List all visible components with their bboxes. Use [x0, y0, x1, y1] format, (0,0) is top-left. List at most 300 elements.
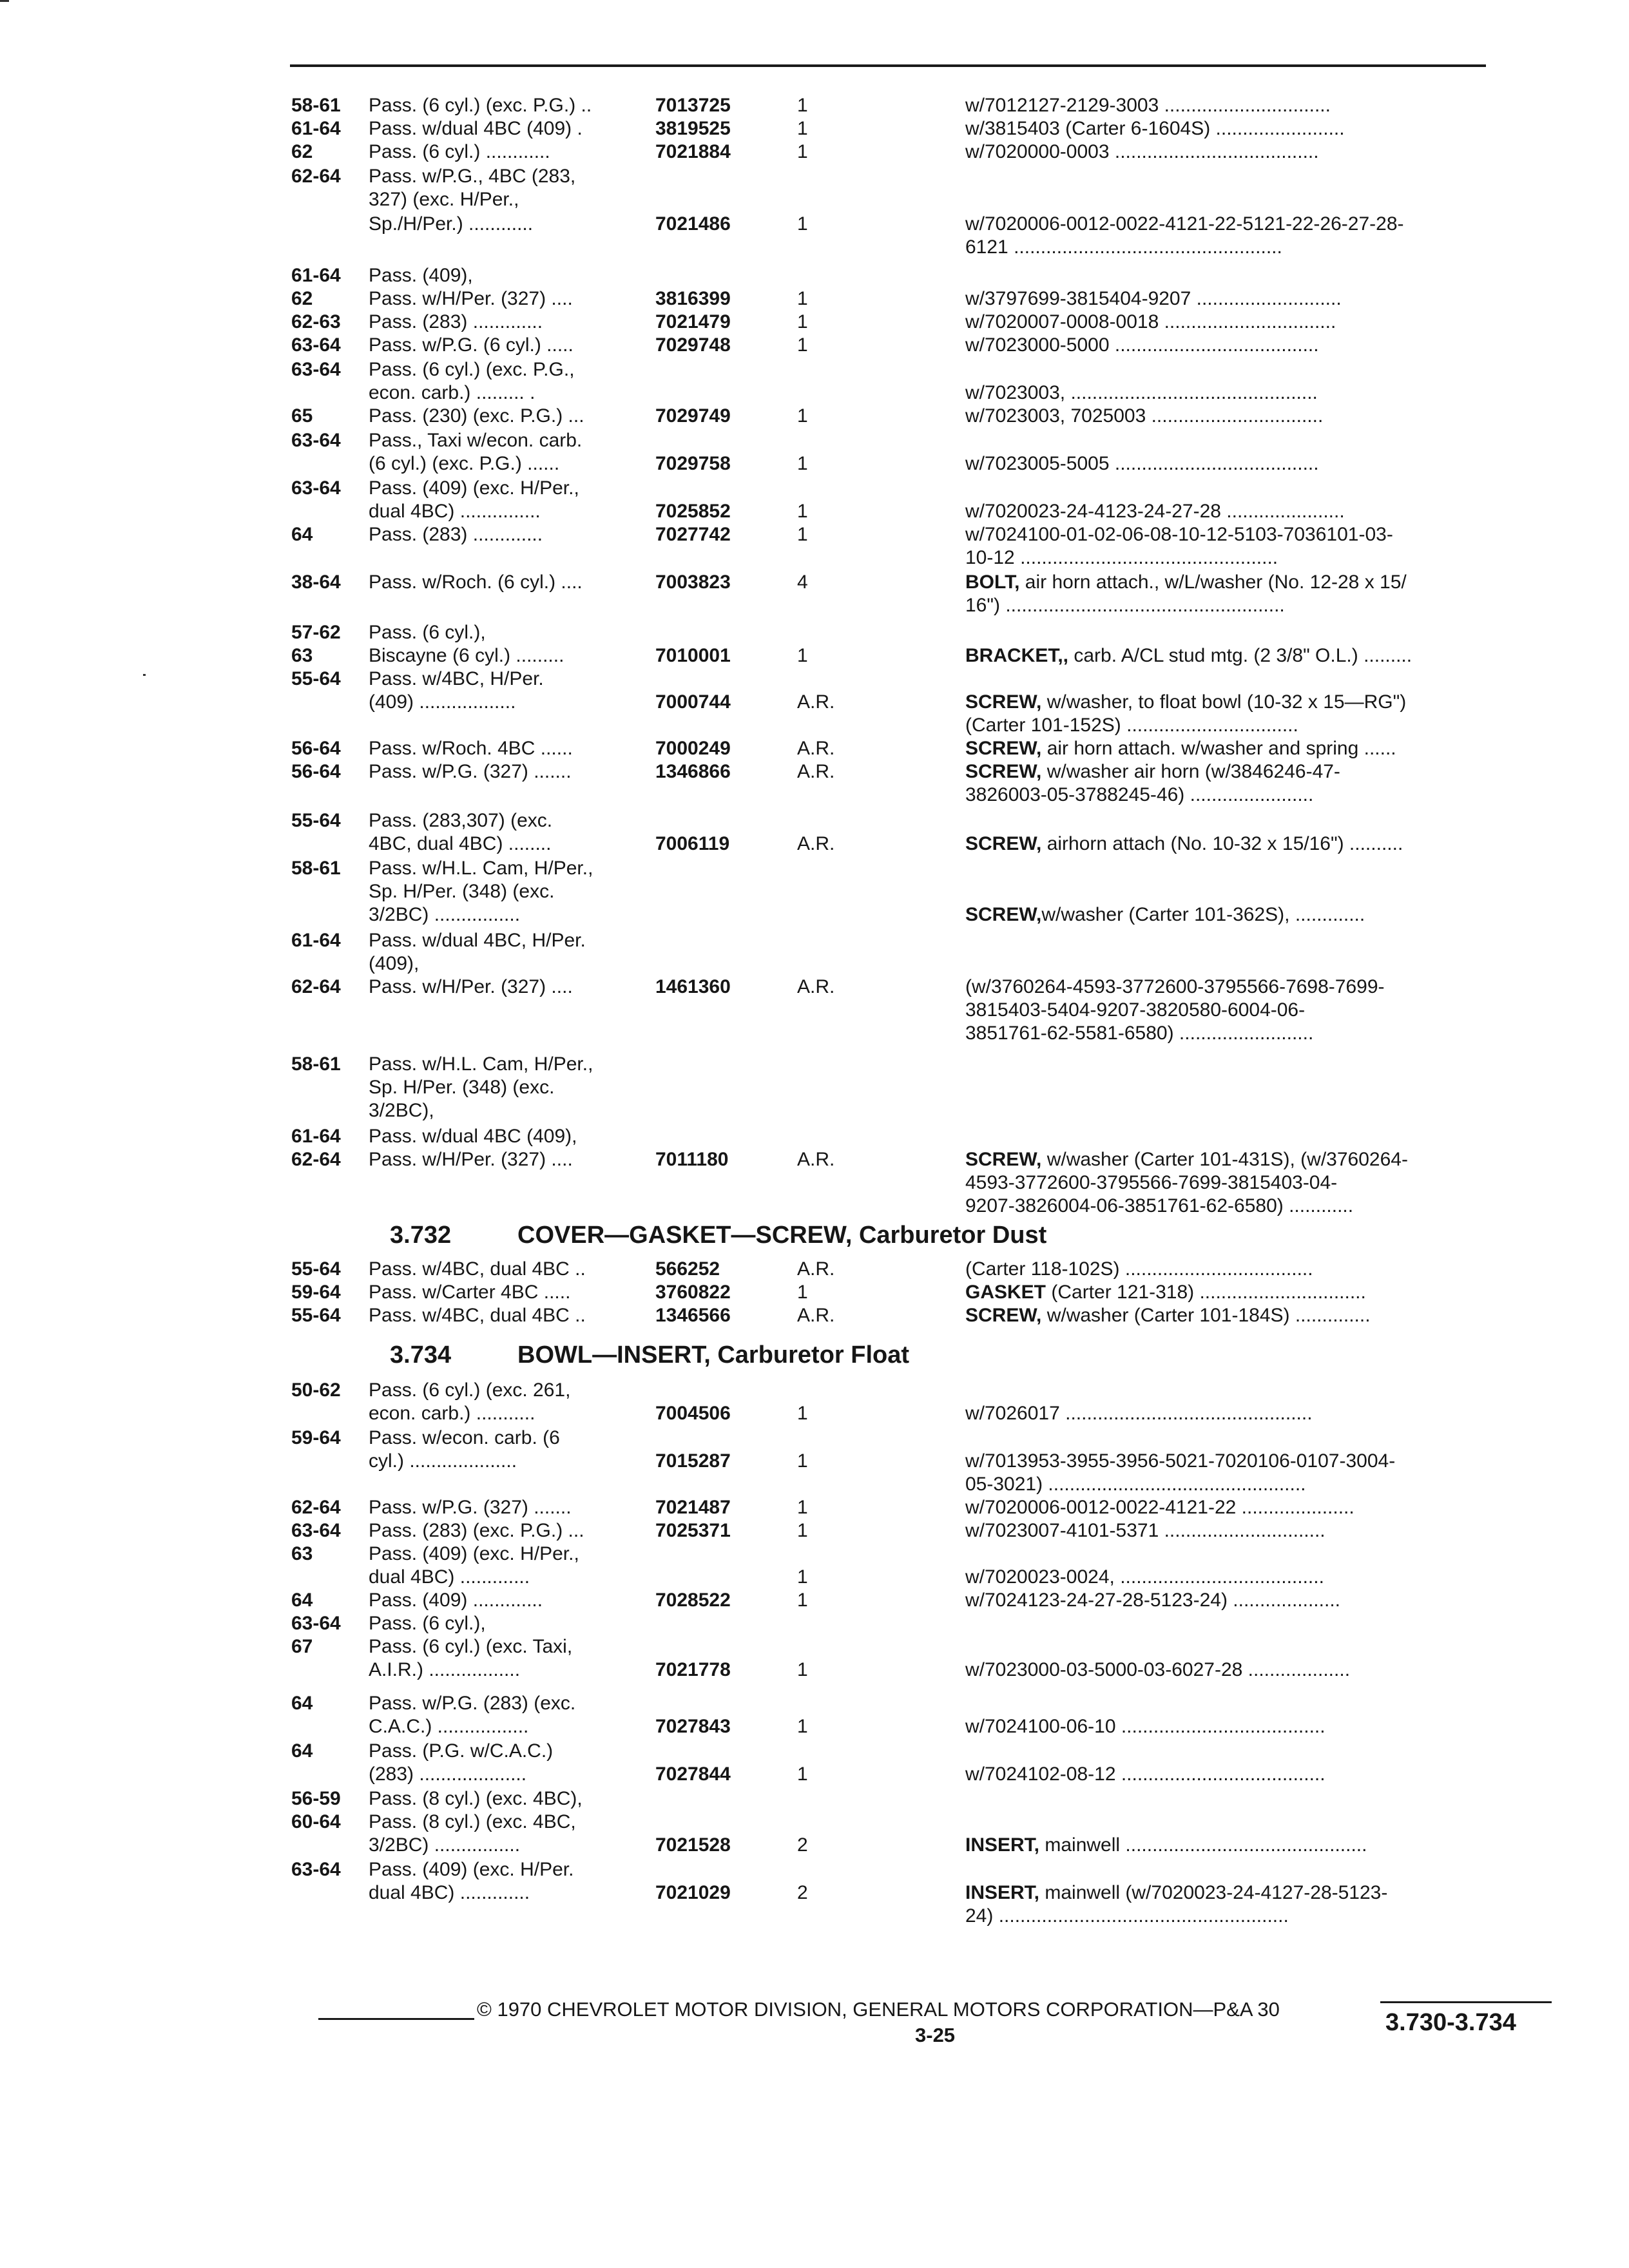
model-years: 59-64 [291, 1282, 341, 1303]
part-remarks [965, 1022, 1313, 1045]
table-row [291, 1125, 1541, 1148]
remarks-text: w/7020023-0024, ...................................... [965, 1566, 1324, 1588]
remarks-text: air horn attach. w/washer and spring ...... [1041, 738, 1396, 759]
application-description: Pass. w/4BC, H/Per. [369, 668, 544, 689]
part-remarks [965, 999, 1305, 1022]
table-row [291, 903, 1541, 927]
model-years: 55-64 [291, 810, 341, 831]
application-description: Pass. w/4BC, dual 4BC .. [369, 1305, 586, 1326]
table-row [291, 668, 1541, 691]
remarks-text: air horn attach., w/L/washer (No. 12-28 x 15/ [1019, 572, 1407, 593]
remarks-text: w/7012127-2129-3003 ............................... [965, 95, 1331, 116]
model-years: 64 [291, 524, 313, 545]
application-description: Pass. (283,307) (exc. [369, 810, 553, 831]
application-description: dual 4BC) ............... [369, 501, 541, 522]
remarks-text: w/7020006-0012-0022-4121-22 ..................... [965, 1497, 1354, 1518]
application-description: econ. carb.) ........... [369, 1403, 535, 1424]
model-years: 67 [291, 1636, 313, 1657]
application-description: Pass. w/4BC, dual 4BC .. [369, 1258, 586, 1280]
quantity: A.R. [797, 738, 835, 759]
quantity: 1 [797, 1282, 808, 1303]
model-years: 62-64 [291, 1149, 341, 1170]
part-name: SCREW, [965, 833, 1042, 854]
application-description: Pass. w/dual 4BC, H/Per. [369, 930, 586, 951]
table-row [291, 760, 1541, 783]
table-row [291, 1195, 1541, 1218]
part-remarks [965, 1148, 1408, 1171]
quantity: 1 [797, 1659, 808, 1680]
table-row [291, 452, 1541, 476]
part-remarks [965, 571, 1407, 594]
table-row [291, 644, 1541, 668]
model-years: 61-64 [291, 118, 341, 139]
application-description: Pass. w/P.G. (6 cyl.) ..... [369, 334, 574, 356]
quantity: A.R. [797, 1149, 835, 1170]
table-row [291, 429, 1541, 452]
section-number: 3.732 [390, 1222, 452, 1249]
table-row [291, 213, 1541, 236]
part-remarks [965, 975, 1385, 999]
table-row [291, 1076, 1541, 1099]
part-number: 7027742 [655, 524, 731, 545]
remarks-text: 3815403-5404-9207-3820580-6004-06- [965, 999, 1306, 1021]
application-description: Pass. (8 cyl.) (exc. 4BC), [369, 1788, 583, 1809]
part-remarks [965, 1715, 1325, 1738]
model-years: 64 [291, 1590, 313, 1611]
part-remarks [965, 1519, 1325, 1542]
table-row [291, 405, 1541, 428]
part-remarks [965, 832, 1403, 856]
footer-rule-right [1380, 2001, 1552, 2003]
table-row [291, 880, 1541, 903]
table-row [291, 165, 1541, 188]
part-number: 7029748 [655, 334, 731, 356]
remarks-text: w/7026017 .............................................. [965, 1403, 1313, 1424]
table-row [291, 783, 1541, 807]
remarks-text: w/washer (Carter 101-431S), (w/3760264- [1041, 1149, 1408, 1170]
remarks-text: carb. A/CL stud mtg. (2 3/8" O.L.) ......... [1068, 645, 1412, 666]
quantity: A.R. [797, 1258, 835, 1280]
table-row [291, 358, 1541, 381]
application-description: 4BC, dual 4BC) ........ [369, 833, 552, 854]
table-row [291, 1881, 1541, 1905]
table-row [291, 1811, 1541, 1834]
part-remarks [965, 714, 1298, 737]
table-row [291, 809, 1541, 832]
part-remarks [965, 523, 1393, 546]
application-description: Pass. (6 cyl.) ............ [369, 141, 550, 162]
application-description: Pass. w/H.L. Cam, H/Per., [369, 858, 593, 879]
remarks-text: w/3815403 (Carter 6-1604S) ........................ [965, 118, 1345, 139]
application-description: dual 4BC) ............. [369, 1566, 530, 1588]
quantity: 1 [797, 1403, 808, 1424]
remarks-text: w/washer air horn (w/3846246-47- [1041, 761, 1340, 782]
application-description: Pass. w/P.G. (327) ....... [369, 1497, 572, 1518]
part-remarks [965, 594, 1285, 617]
table-row [291, 1542, 1541, 1566]
model-years: 61-64 [291, 930, 341, 951]
application-description: Pass. (283) (exc. P.G.) ... [369, 1520, 584, 1541]
remarks-text: airhorn attach (No. 10-32 x 15/16") .......... [1041, 833, 1403, 854]
part-name: SCREW, [965, 691, 1042, 713]
model-years: 62-64 [291, 976, 341, 997]
part-number: 7025371 [655, 1520, 731, 1541]
remarks-text: w/3797699-3815404-9207 ........................... [965, 288, 1342, 309]
part-name: GASKET [965, 1282, 1046, 1303]
model-years: 58-61 [291, 858, 341, 879]
quantity: 1 [797, 311, 808, 332]
quantity: 1 [797, 141, 808, 162]
part-remarks [965, 903, 1365, 927]
table-row [291, 334, 1541, 357]
remarks-text: w/washer (Carter 101-184S) .............. [1041, 1305, 1371, 1326]
quantity: 1 [797, 453, 808, 474]
model-years: 63-64 [291, 477, 341, 499]
remarks-text: w/7023000-5000 ...................................... [965, 334, 1319, 356]
remarks-text: w/7023005-5005 ...................................... [965, 453, 1319, 474]
table-row [291, 236, 1541, 259]
application-description: Pass., Taxi w/econ. carb. [369, 430, 583, 451]
part-name: BOLT, [965, 572, 1020, 593]
part-remarks [965, 546, 1278, 570]
table-row [291, 1450, 1541, 1473]
remarks-text: (w/3760264-4593-3772600-3795566-7698-7699- [965, 976, 1385, 997]
part-number: 3819525 [655, 118, 731, 139]
application-description: Pass. w/dual 4BC (409), [369, 1126, 577, 1147]
application-description: Pass. w/H/Per. (327) .... [369, 976, 573, 997]
quantity: 1 [797, 645, 808, 666]
table-row [291, 714, 1541, 737]
application-description: C.A.C.) ................. [369, 1716, 529, 1737]
table-row [291, 1171, 1541, 1195]
quantity: 1 [797, 288, 808, 309]
part-remarks [965, 644, 1412, 668]
part-remarks [965, 1195, 1353, 1218]
application-description: Pass. (6 cyl.) (exc. P.G., [369, 359, 575, 380]
part-remarks [965, 500, 1345, 523]
table-row [291, 737, 1541, 760]
part-number: 7003823 [655, 572, 731, 593]
application-description: 3/2BC), [369, 1100, 434, 1121]
quantity: 1 [797, 118, 808, 139]
table-row [291, 264, 1541, 287]
table-row [291, 500, 1541, 523]
table-row [291, 1519, 1541, 1542]
quantity: 1 [797, 1566, 808, 1588]
remarks-text: 4593-3772600-3795566-7699-3815403-04- [965, 1172, 1338, 1193]
part-number: 7021884 [655, 141, 731, 162]
application-description: Pass. w/Roch. (6 cyl.) .... [369, 572, 583, 593]
table-row [291, 287, 1541, 311]
scan-mark [0, 0, 9, 2]
table-row [291, 832, 1541, 856]
application-description: Pass. (409), [369, 265, 473, 286]
part-name: INSERT, [965, 1882, 1040, 1903]
remarks-text: 10-12 ................................................ [965, 547, 1278, 568]
part-remarks [965, 1171, 1337, 1195]
table-row [291, 381, 1541, 405]
part-number: 7029758 [655, 453, 731, 474]
remarks-text: w/7023000-03-5000-03-6027-28 ................... [965, 1659, 1351, 1680]
part-remarks [965, 452, 1319, 476]
part-number: 566252 [655, 1258, 720, 1280]
model-years: 55-64 [291, 1305, 341, 1326]
quantity: 1 [797, 213, 808, 235]
part-number: 7021479 [655, 311, 731, 332]
table-row [291, 1715, 1541, 1738]
table-row [291, 1787, 1541, 1811]
part-remarks [965, 1450, 1395, 1473]
application-description: Pass. (6 cyl.) (exc. 261, [369, 1379, 571, 1401]
part-remarks [965, 783, 1313, 807]
quantity: 1 [797, 1590, 808, 1611]
quantity: 1 [797, 524, 808, 545]
remarks-text: w/7024100-01-02-06-08-10-12-5103-7036101-03- [965, 524, 1393, 545]
table-row [291, 1281, 1541, 1304]
application-description: Pass. (230) (exc. P.G.) ... [369, 405, 584, 427]
application-description: Sp./H/Per.) ............ [369, 213, 534, 235]
section-title: COVER—GASKET—SCREW, Carburetor Dust [517, 1222, 1047, 1249]
quantity: 1 [797, 405, 808, 427]
part-remarks [965, 311, 1336, 334]
table-row [291, 571, 1541, 594]
part-number: 7015287 [655, 1450, 731, 1472]
remarks-text: w/7020023-24-4123-24-27-28 ...................... [965, 501, 1345, 522]
part-number: 7006119 [655, 833, 730, 854]
part-remarks [965, 381, 1318, 405]
table-row [291, 1858, 1541, 1881]
application-description: Pass. w/P.G., 4BC (283, [369, 166, 576, 187]
table-row [291, 1258, 1541, 1281]
part-name: SCREW, [965, 761, 1042, 782]
quantity: 1 [797, 334, 808, 356]
application-description: A.I.R.) ................. [369, 1659, 521, 1680]
part-number: 7021528 [655, 1834, 731, 1856]
remarks-text: w/7013953-3955-3956-5021-7020106-0107-3004- [965, 1450, 1396, 1472]
part-remarks [965, 1834, 1367, 1857]
application-description: (6 cyl.) (exc. P.G.) ...... [369, 453, 560, 474]
section-title: BOWL—INSERT, Carburetor Float [517, 1341, 910, 1369]
part-number: 7021486 [655, 213, 731, 235]
quantity: 4 [797, 572, 808, 593]
table-row [291, 929, 1541, 952]
table-row [291, 546, 1541, 570]
part-name: INSERT, [965, 1834, 1040, 1856]
part-number: 7021029 [655, 1882, 731, 1903]
table-row [291, 1304, 1541, 1327]
part-remarks [965, 405, 1323, 428]
part-remarks [965, 140, 1319, 164]
model-years: 55-64 [291, 1258, 341, 1280]
application-description: Pass. w/Carter 4BC ..... [369, 1282, 571, 1303]
application-description: (283) .................... [369, 1763, 527, 1785]
part-number: 7000744 [655, 691, 731, 713]
application-description: Pass. (8 cyl.) (exc. 4BC, [369, 1811, 576, 1832]
quantity: A.R. [797, 976, 835, 997]
table-row [291, 1427, 1541, 1450]
part-number: 7000249 [655, 738, 731, 759]
footer-section-range: 3.730-3.734 [1385, 2009, 1516, 2036]
remarks-text: w/7023003, 7025003 ................................ [965, 405, 1324, 427]
quantity: 2 [797, 1882, 808, 1903]
table-row [291, 691, 1541, 714]
part-number: 1461360 [655, 976, 731, 997]
table-row [291, 999, 1541, 1022]
application-description: Pass. (283) ............. [369, 524, 543, 545]
model-years: 63-64 [291, 359, 341, 380]
application-description: Pass. w/H/Per. (327) .... [369, 288, 573, 309]
application-description: Pass. (409) (exc. H/Per., [369, 1543, 579, 1564]
table-row [291, 117, 1541, 140]
part-number: 7013725 [655, 95, 731, 116]
table-row [291, 523, 1541, 546]
quantity: A.R. [797, 761, 835, 782]
model-years: 65 [291, 405, 313, 427]
application-description: Pass. w/P.G. (327) ....... [369, 761, 572, 782]
table-row [291, 1635, 1541, 1658]
part-number: 7004506 [655, 1403, 731, 1424]
application-description: cyl.) .................... [369, 1450, 517, 1472]
table-row [291, 621, 1541, 644]
remarks-text: w/7020007-0008-0018 ................................ [965, 311, 1336, 332]
part-remarks [965, 1473, 1306, 1496]
quantity: 1 [797, 95, 808, 116]
part-name: BRACKET,, [965, 645, 1069, 666]
quantity: A.R. [797, 1305, 835, 1326]
model-years: 50-62 [291, 1379, 341, 1401]
part-remarks [965, 334, 1319, 357]
part-remarks [965, 1281, 1366, 1304]
part-remarks [965, 1763, 1325, 1786]
model-years: 63-64 [291, 334, 341, 356]
table-row [291, 1763, 1541, 1786]
model-years: 59-64 [291, 1427, 341, 1448]
part-remarks [965, 1658, 1350, 1682]
remarks-text: w/7020006-0012-0022-4121-22-5121-22-26-27-28- [965, 213, 1404, 235]
scan-mark [143, 674, 146, 676]
remarks-text: (Carter 118-102S) ................................... [965, 1258, 1313, 1280]
model-years: 62 [291, 288, 313, 309]
table-row [291, 1692, 1541, 1715]
application-description: Sp. H/Per. (348) (exc. [369, 1077, 555, 1098]
application-description: Pass. (6 cyl.), [369, 1613, 486, 1634]
remarks-text: w/7023007-4101-5371 .............................. [965, 1520, 1325, 1541]
part-name: SCREW, [965, 904, 1042, 925]
model-years: 58-61 [291, 95, 341, 116]
application-description: (409) .................. [369, 691, 516, 713]
model-years: 61-64 [291, 1126, 341, 1147]
table-row [291, 1379, 1541, 1402]
remarks-text: 05-3021) ................................................ [965, 1474, 1306, 1495]
application-description: Pass. w/dual 4BC (409) . [369, 118, 583, 139]
table-row [291, 1834, 1541, 1857]
footer-rule-left [318, 2018, 474, 2020]
table-row [291, 1022, 1541, 1045]
application-description: Pass. w/econ. carb. (6 [369, 1427, 560, 1448]
application-description: Pass. (409) ............. [369, 1590, 543, 1611]
table-row [291, 477, 1541, 500]
table-row [291, 1148, 1541, 1171]
application-description: Pass. w/H.L. Cam, H/Per., [369, 1053, 593, 1075]
application-description: 3/2BC) ................ [369, 1834, 521, 1856]
part-remarks [965, 94, 1331, 117]
part-name: SCREW, [965, 738, 1042, 759]
model-years: 57-62 [291, 622, 341, 643]
table-row [291, 594, 1541, 617]
model-years: 63 [291, 1543, 313, 1564]
remarks-text: 6121 .................................................. [965, 236, 1282, 258]
part-number: 7027843 [655, 1716, 731, 1737]
part-remarks [965, 1589, 1340, 1612]
application-description: 327) (exc. H/Per., [369, 189, 519, 210]
model-years: 62 [291, 141, 313, 162]
table-row [291, 952, 1541, 975]
table-row [291, 1589, 1541, 1612]
part-number: 1346566 [655, 1305, 731, 1326]
part-number: 7021778 [655, 1659, 731, 1680]
footer-page-number: 3-25 [915, 2024, 956, 2046]
part-remarks [965, 1905, 1289, 1928]
part-remarks [965, 117, 1345, 140]
application-description: Pass. (409) (exc. H/Per. [369, 1859, 574, 1880]
part-remarks [965, 287, 1342, 311]
table-row [291, 1566, 1541, 1589]
part-number: 7011180 [655, 1149, 729, 1170]
model-years: 55-64 [291, 668, 341, 689]
part-remarks [965, 1881, 1387, 1905]
remarks-text: w/7024102-08-12 ...................................... [965, 1763, 1325, 1785]
application-description: Pass. (6 cyl.), [369, 622, 486, 643]
quantity: 1 [797, 1520, 808, 1541]
remarks-text: mainwell ............................................. [1039, 1834, 1367, 1856]
application-description: Pass. w/Roch. 4BC ...... [369, 738, 573, 759]
quantity: 1 [797, 1450, 808, 1472]
table-row [291, 188, 1541, 211]
quantity: 2 [797, 1834, 808, 1856]
application-description: dual 4BC) ............. [369, 1882, 530, 1903]
remarks-text: 16") .................................................... [965, 595, 1285, 616]
remarks-text: w/7020000-0003 ...................................... [965, 141, 1319, 162]
model-years: 62-63 [291, 311, 341, 332]
part-number: 7021487 [655, 1497, 731, 1518]
table-row [291, 1740, 1541, 1763]
application-description: Pass. (6 cyl.) (exc. Taxi, [369, 1636, 573, 1657]
part-remarks [965, 1258, 1313, 1281]
model-years: 63 [291, 645, 313, 666]
part-remarks [965, 691, 1406, 714]
quantity: 1 [797, 1716, 808, 1737]
part-number: 3816399 [655, 288, 731, 309]
part-remarks [965, 760, 1340, 783]
remarks-text: w/washer (Carter 101-362S), ............. [1041, 904, 1365, 925]
model-years: 62-64 [291, 1497, 341, 1518]
table-row [291, 1496, 1541, 1519]
table-row [291, 975, 1541, 999]
table-row [291, 311, 1541, 334]
application-description: Pass. (409) (exc. H/Per., [369, 477, 579, 499]
remarks-text: 9207-3826004-06-3851761-62-6580) ............ [965, 1195, 1354, 1216]
remarks-text: mainwell (w/7020023-24-4127-28-5123- [1039, 1882, 1388, 1903]
top-rule [290, 64, 1486, 67]
table-row [291, 1612, 1541, 1635]
model-years: 63-64 [291, 1613, 341, 1634]
part-name: SCREW, [965, 1149, 1042, 1170]
table-row [291, 1473, 1541, 1496]
application-description: Biscayne (6 cyl.) ......... [369, 645, 564, 666]
model-years: 38-64 [291, 572, 341, 593]
part-remarks [965, 213, 1404, 236]
model-years: 58-61 [291, 1053, 341, 1075]
